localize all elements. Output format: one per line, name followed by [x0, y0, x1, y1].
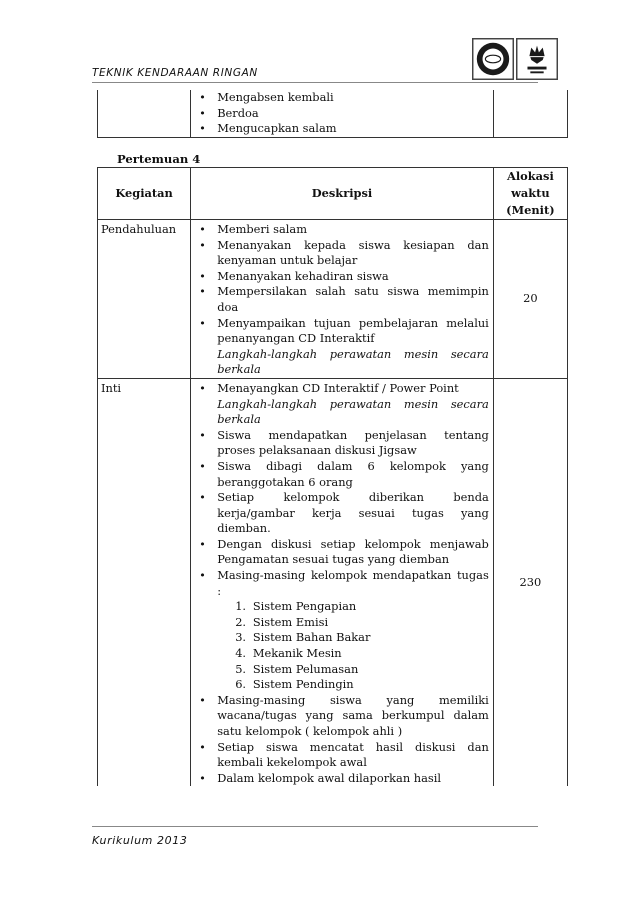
- footer-text: Kurikulum 2013: [92, 834, 188, 847]
- column-header-alokasi: Alokasi waktu (Menit): [493, 168, 567, 220]
- alokasi-cell: 20: [493, 220, 567, 379]
- column-header-deskripsi: Deskripsi: [191, 168, 494, 220]
- list-item: • Setiap kelompok diberikan benda kerja/gambar kerja sesuai tugas yang diemban.: [217, 490, 489, 537]
- certification-seal-icon: [472, 38, 514, 80]
- kegiatan-cell: Pendahuluan: [98, 220, 191, 379]
- ukas-crown-icon: [516, 38, 558, 80]
- prev-kegiatan-cell: [98, 90, 191, 137]
- list-item-italic: Langkah-langkah perawatan mesin secara berkala: [217, 346, 489, 377]
- task-list: [217, 599, 489, 693]
- column-header-kegiatan: Kegiatan: [98, 168, 191, 220]
- list-item-italic: Langkah-langkah perawatan mesin secara berkala: [217, 396, 489, 427]
- task-item: 4. Mekanik Mesin: [235, 646, 342, 661]
- deskripsi-cell: [191, 378, 494, 786]
- list-item: • Dalam kelompok awal dilaporkan hasil: [217, 771, 489, 787]
- task-item: 5. Sistem Pelumasan: [235, 661, 359, 676]
- list-item: • Memberi salam: [217, 222, 489, 238]
- previous-table-continuation: [97, 90, 568, 138]
- list-item-text: Menyampaikan tujuan pembelajaran melalui penanyangan CD Interaktif: [217, 315, 489, 346]
- kegiatan-cell: Inti: [98, 378, 191, 786]
- list-item: • Setiap siswa mencatat hasil diskusi dan kembali kekelompok awal: [217, 740, 489, 771]
- table-row: [98, 220, 568, 379]
- list-item-text: Menayangkan CD Interaktif / Power Point: [217, 380, 459, 395]
- list-item: • Mengabsen kembali: [217, 90, 489, 106]
- header-logos: [472, 38, 558, 82]
- list-item: • Mempersilakan salah satu siswa memimpin doa: [217, 284, 489, 315]
- prev-alokasi-cell: [493, 90, 567, 137]
- list-item: • Menanyakan kehadiran siswa: [217, 269, 489, 285]
- task-item: 6. Sistem Pendingin: [235, 677, 354, 692]
- task-item: 3. Sistem Bahan Bakar: [235, 630, 371, 645]
- header-rule: [92, 82, 538, 83]
- deskripsi-cell: [191, 220, 494, 379]
- list-item: • Mengucapkan salam: [217, 121, 489, 137]
- task-item: 2. Sistem Emisi: [235, 614, 329, 629]
- list-item: [217, 316, 489, 378]
- list-item: • Berdoa: [217, 106, 489, 122]
- schedule-table: [97, 167, 568, 786]
- section-title: Pertemuan 4: [117, 152, 201, 166]
- list-item: • Menanyakan kepada siswa kesiapan dan kenyaman untuk belajar: [217, 238, 489, 269]
- list-item: • Siswa dibagi dalam 6 kelompok yang beranggotakan 6 orang: [217, 459, 489, 490]
- list-item: • Masing-masing siswa yang memiliki wacana/tugas yang sama berkumpul dalam satu kelompok ( kelompok ahli ): [217, 693, 489, 740]
- task-item: 1. Sistem Pengapian: [235, 599, 357, 614]
- footer-rule: [92, 826, 538, 827]
- list-item: [217, 381, 489, 428]
- header-title: TEKNIK KENDARAAN RINGAN: [92, 67, 258, 79]
- table-row: [98, 378, 568, 786]
- prev-deskripsi-cell: [191, 90, 494, 137]
- list-item-text: Masing-masing kelompok mendapatkan tugas :: [217, 568, 489, 598]
- list-item: • Siswa mendapatkan penjelasan tentang proses pelaksanaan diskusi Jigsaw: [217, 428, 489, 459]
- alokasi-cell: 230: [493, 378, 567, 786]
- list-item: • Dengan diskusi setiap kelompok menjawab Pengamatan sesuai tugas yang diemban: [217, 537, 489, 568]
- list-item: [217, 568, 489, 693]
